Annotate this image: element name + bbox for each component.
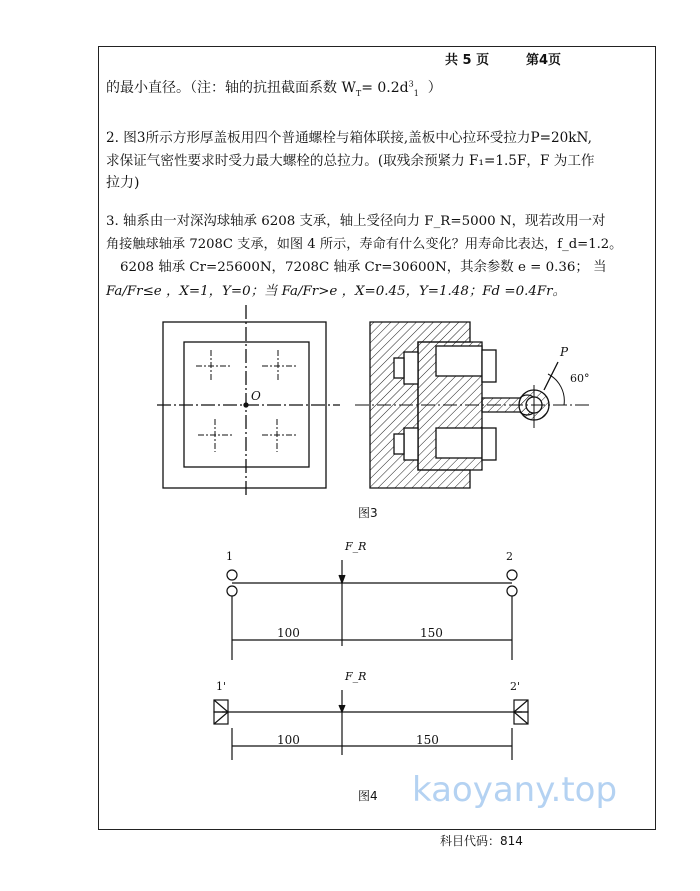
fig4-bottom [214, 690, 528, 760]
q1-tail: 的最小直径。（注：轴的抗扭截面系数 $W_T= 0.2d^3_1$ ） [106, 79, 442, 98]
center-label: O [251, 389, 261, 403]
page-number: 第4页 [526, 53, 562, 68]
q2-line1: 2. 图3所示方形厚盖板用四个普通螺栓与箱体联接,盖板中心拉环受拉力P=20kN, [106, 130, 592, 146]
dim-100-top: 100 [277, 626, 300, 640]
dim-100-bottom: 100 [277, 733, 300, 747]
force-label-p: P [560, 345, 569, 359]
bearing-1p-label: 1' [216, 680, 227, 693]
angle-label: 60° [570, 372, 590, 385]
fig3-caption: 图3 [358, 506, 378, 520]
fig3-plate-view [157, 305, 340, 495]
fig4-caption: 图4 [358, 789, 378, 803]
fig4-top [227, 560, 517, 660]
fr-label-top: F_R [345, 540, 367, 553]
q2-line2: 求保证气密性要求时受力最大螺栓的总拉力。(取残余预紧力 F₁=1.5F，F 为工作 [106, 153, 595, 169]
q3-line1: 3. 轴系由一对深沟球轴承 6208 支承，轴上受径向力 F_R=5000 N，现若改用一对 [106, 214, 606, 229]
dim-150-top: 150 [420, 626, 443, 640]
bearing-2p-label: 2' [510, 680, 521, 693]
watermark: kaoyany.top [412, 770, 618, 810]
fig3-section-view [355, 322, 590, 488]
bearing-1-label: 1 [226, 550, 233, 563]
q3-line4: Fa/Fr≤e ，X=1，Y=0；当 Fa/Fr>e ，X=0.45，Y=1.48；Fd =0.4Fr。 [106, 284, 566, 299]
bearing-2-label: 2 [506, 550, 513, 563]
subject-code: 科目代码：814 [440, 834, 523, 848]
q3-line2: 角接触球轴承 7208C 支承，如图 4 所示，寿命有什么变化？用寿命比表达，f_d=1.2。 [106, 237, 623, 252]
q2-line3: 拉力) [106, 175, 140, 191]
page-total: 共 5 页 [445, 53, 490, 68]
fr-label-bottom: F_R [345, 670, 367, 683]
q3-line3: 6208 轴承 Cr=25600N，7208C 轴承 Cr=30600N，其余参数 e = 0.36； 当 [120, 260, 607, 275]
dim-150-bottom: 150 [416, 733, 439, 747]
